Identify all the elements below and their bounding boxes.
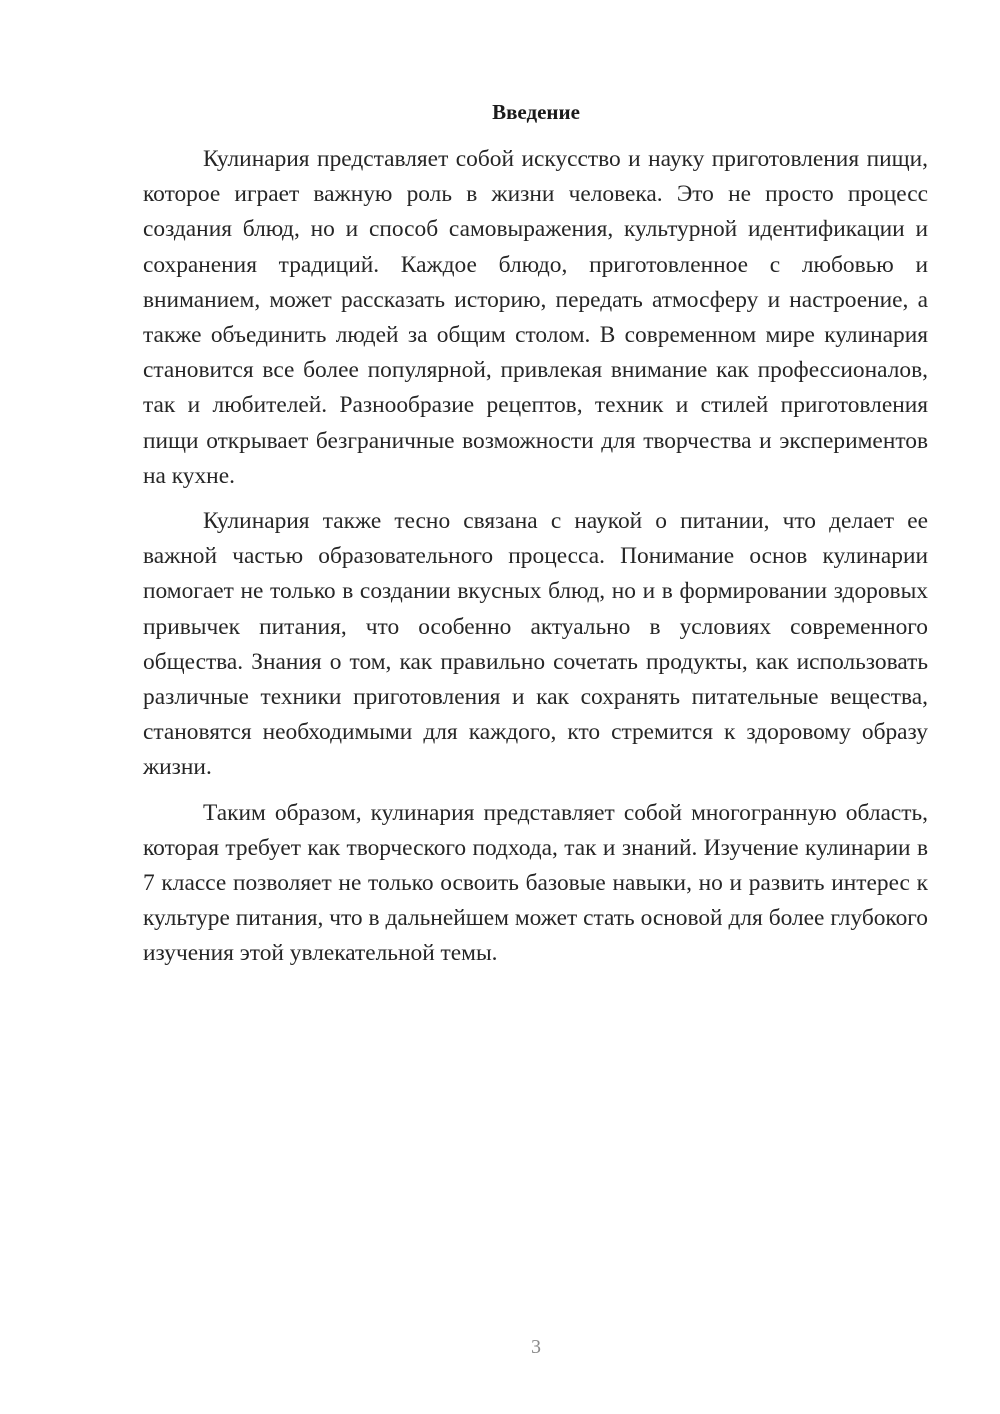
section-heading: Введение: [492, 100, 580, 124]
paragraph-3: Таким образом, кулинария представляет собой многогранную область, которая требует как творческого подхода, так и знаний. Изучение кулинарии в 7 классе позволяет не только освоить базовые навыки, но и развить интерес к культуре питания, что в дальнейшем может стать основой для более глубокого изучения этой увлекательной темы.: [143, 799, 928, 967]
paragraph-2: Кулинария также тесно связана с наукой о питании, что делает ее важной частью образовательного процесса. Понимание основ кулинарии помогает не только в создании вкусных блюд, но и в формировании здоровых привычек питания, что особенно актуально в условиях современного общества. Знания о том, как правильно сочетать продукты, как использовать различные техники приготовления и как сохранять питательные вещества, становятся необходимыми для каждого, кто стремится к здоровому образу жизни.: [143, 508, 928, 781]
body-text: [143, 142, 928, 972]
page-number: 3: [531, 1336, 541, 1358]
paragraph-1: Кулинария представляет собой искусство и науку приготовления пищи, которое играет важную роль в жизни человека. Это не просто процесс создания блюд, но и способ самовыражения, культурной идентификации и сохранения традиций. Каждое блюдо, приготовленное с любовью и вниманием, может рассказать историю, передать атмосферу и настроение, а также объединить людей за общим столом. В современном мире кулинария становится все более популярной, привлекая внимание как профессионалов, так и любителей. Разнообразие рецептов, техник и стилей приготовления пищи открывает безграничные возможности для творчества и экспериментов на кухне.: [143, 146, 928, 489]
